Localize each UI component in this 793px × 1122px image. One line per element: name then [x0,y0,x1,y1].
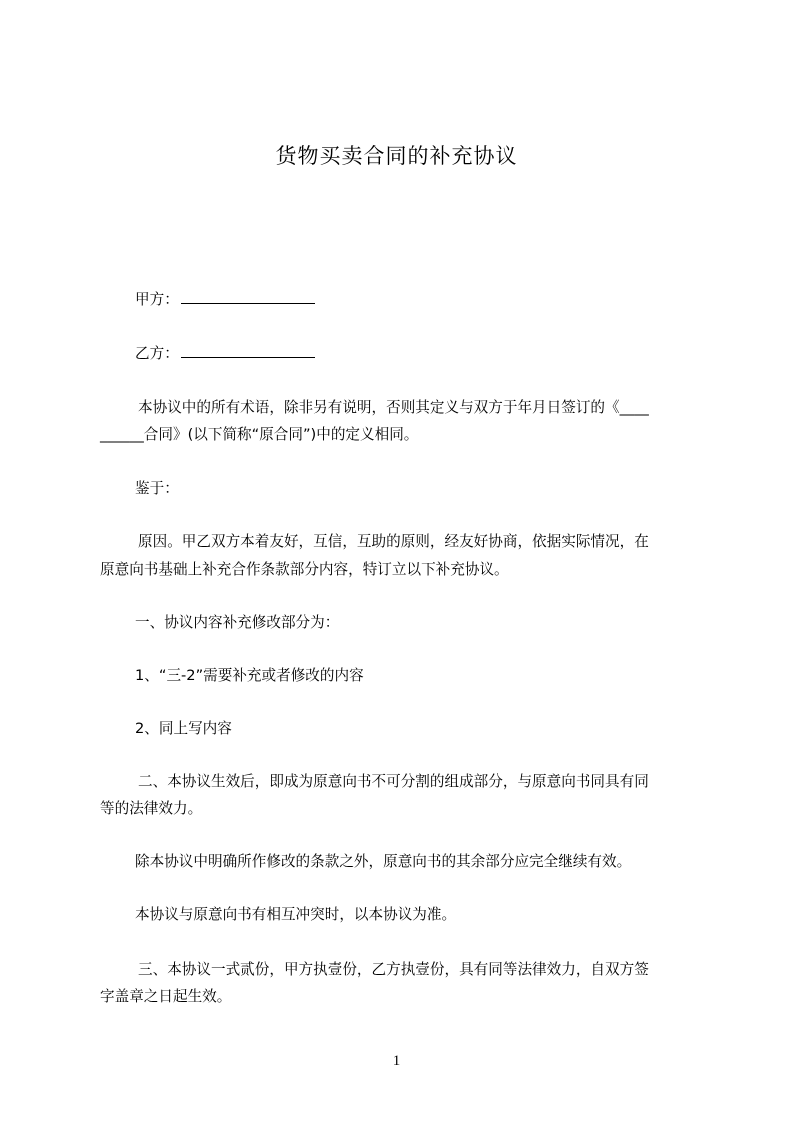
list-item-1: 1、“三-2”需要补充或者修改的内容 [135,667,364,684]
conflict-paragraph: 本协议与原意向书有相互冲突时，以本协议为准。 [135,906,457,923]
section-3-line-1: 三、本协议一式贰份，甲方执壹份，乙方执壹份，具有同等法律效力，自双方签 [138,961,649,978]
page-number: 1 [392,1053,401,1069]
section-2-line-2: 等的法律效力。 [100,800,203,817]
party-a-label: 甲方： [135,291,179,308]
whereas-label: 鉴于： [135,480,179,497]
party-b-blank [181,343,315,358]
party-b-line [100,339,745,368]
section-2-line-1: 二、本协议生效后，即成为原意向书不可分割的组成部分，与原意向书同具有同 [138,773,649,790]
section-1-heading: 一、协议内容补充修改部分为： [135,614,340,631]
list-item-2: 2、同上写内容 [135,720,232,737]
except-paragraph: 除本协议中明确所作修改的条款之外，原意向书的其余部分应完全继续有效。 [135,853,632,870]
party-b-label: 乙方： [135,345,179,362]
party-a-blank [181,289,315,304]
section-3-line-2: 字盖章之日起生效。 [100,988,232,1005]
reason-paragraph-line-2: 原意向书基础上补充合作条款部分内容，特订立以下补充协议。 [100,561,509,578]
document-title: 货物买卖合同的补充协议 [275,144,518,168]
reason-paragraph-line-1: 原因。甲乙双方本着友好，互信，互助的原则，经友好协商，依据实际情况，在 [138,533,649,550]
definition-paragraph-line-2: ______合同》(以下简称“原合同”)中的定义相同。 [100,426,419,443]
party-a-line [100,285,745,314]
definition-paragraph-line-1: 本协议中的所有术语，除非另有说明，否则其定义与双方于年月日签订的《____ [138,399,649,416]
